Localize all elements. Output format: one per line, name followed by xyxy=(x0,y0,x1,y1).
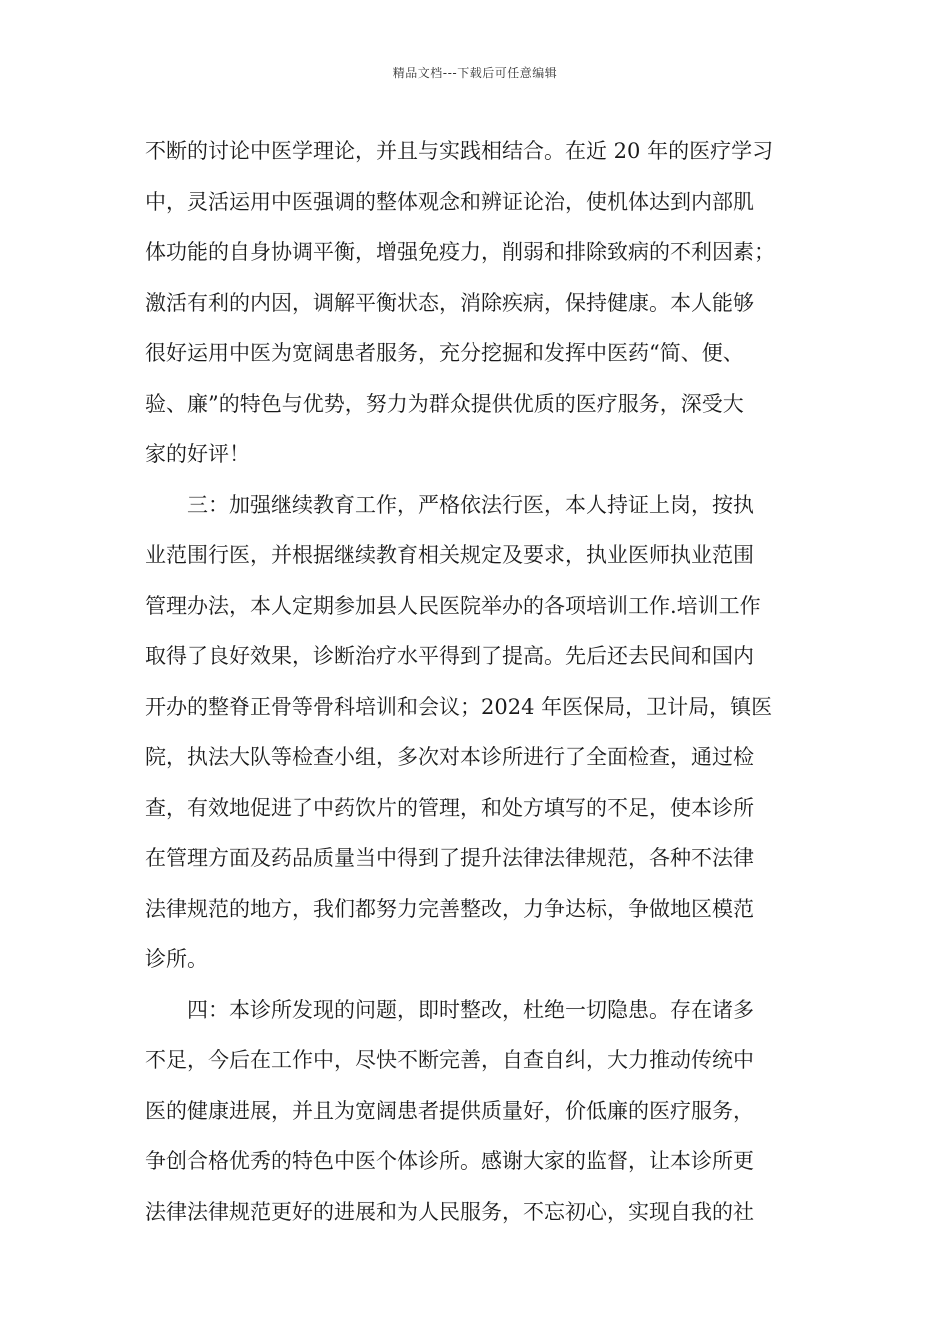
text-line: 不断的讨论中医学理论，并且与实践相结合。在近 20 年的医疗学习 xyxy=(145,139,774,163)
text-line: 法律规范的地方，我们都努力完善整改，力争达标，争做地区模范 xyxy=(145,896,754,921)
text-line: 中，灵活运用中医强调的整体观念和辨证论治，使机体达到内部肌 xyxy=(145,189,754,214)
text-line: 医的健康进展，并且为宽阔患者提供质量好，价低廉的医疗服务， xyxy=(145,1098,754,1123)
text-line: 很好运用中医为宽阔患者服务，充分挖掘和发挥中医药“简、便、 xyxy=(145,341,744,365)
text-line: 业范围行医，并根据继续教育相关规定及要求，执业医师执业范围 xyxy=(145,543,754,567)
text-line: 验、廉”的特色与优势，努力为群众提供优质的医疗服务，深受大 xyxy=(145,391,744,416)
text-line: 法律法律规范更好的进展和为人民服务，不忘初心，实现自我的社 xyxy=(145,1199,754,1224)
text-line: 三：加强继续教育工作，严格依法行医，本人持证上岗，按执 xyxy=(187,492,754,517)
page-header: 精品文档---下载后可任意编辑 xyxy=(392,66,558,80)
text-line: 体功能的自身协调平衡，增强免疫力，削弱和排除致病的不利因素； xyxy=(145,240,775,264)
text-line: 诊所。 xyxy=(145,947,208,971)
document-body xyxy=(145,126,813,1237)
text-line: 开办的整脊正骨等骨科培训和会议；2024 年医保局，卫计局，镇医 xyxy=(145,694,773,719)
text-line: 激活有利的内因，调解平衡状态，消除疾病，保持健康。本人能够 xyxy=(145,290,754,315)
text-line: 管理办法，本人定期参加县人民医院举办的各项培训工作.培训工作 xyxy=(145,593,761,618)
text-line: 院，执法大队等检查小组，多次对本诊所进行了全面检查，通过检 xyxy=(145,745,754,769)
text-line: 取得了良好效果，诊断治疗水平得到了提高。先后还去民间和国内 xyxy=(145,644,754,668)
text-line: 查，有效地促进了中药饮片的管理，和处方填写的不足，使本诊所 xyxy=(145,795,754,820)
text-line: 在管理方面及药品质量当中得到了提升法律法律规范，各种不法律 xyxy=(145,846,754,870)
text-line: 不足，今后在工作中，尽快不断完善，自查自纠，大力推动传统中 xyxy=(145,1048,754,1072)
text-line: 争创合格优秀的特色中医个体诊所。感谢大家的监督，让本诊所更 xyxy=(145,1149,754,1173)
text-line: 家的好评！ xyxy=(145,442,250,466)
text-line: 四：本诊所发现的问题，即时整改，杜绝一切隐患。存在诸多 xyxy=(187,997,754,1022)
